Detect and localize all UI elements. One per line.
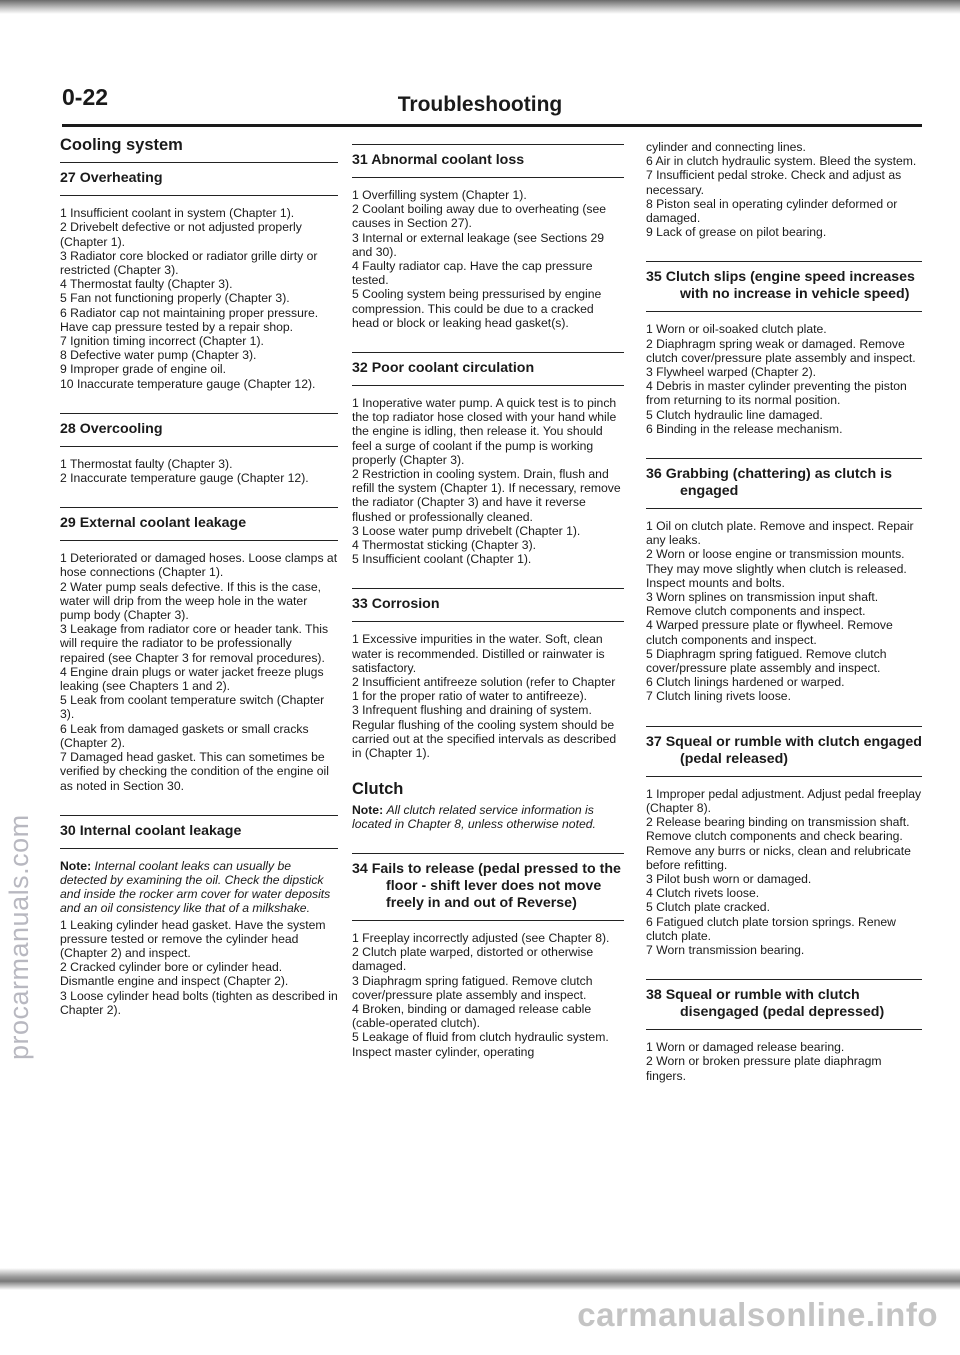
page-title: Troubleshooting xyxy=(397,93,563,116)
section-37-header xyxy=(646,726,922,777)
list-item: 6 Leak from damaged gaskets or small cracks (Chapter 2). xyxy=(60,721,309,750)
list-item: 6 Fatigued clutch plate torsion springs. Renew clutch plate. xyxy=(646,914,896,943)
list-item: 5 Cooling system being pressurised by engine compression. This could be due to a cracked head or block or leaking head gasket(s). xyxy=(352,287,602,330)
list-item: 9 Lack of grease on pilot bearing. xyxy=(646,225,827,240)
list-item: 6 Radiator cap not maintaining proper pressure. Have cap pressure tested by a repair shop. xyxy=(60,305,319,334)
list-item: 6 Air in clutch hydraulic system. Bleed the system. xyxy=(646,154,917,169)
section-30-header xyxy=(60,815,338,849)
list-item: 4 Thermostat sticking (Chapter 3). xyxy=(352,538,537,553)
list-item: 3 Loose water pump drivebelt (Chapter 1). xyxy=(352,523,581,538)
list-item: 1 Freeplay incorrectly adjusted (see Chapter 8). xyxy=(352,930,610,945)
section-heading: 36 Grabbing (chattering) as clutch is engaged xyxy=(646,466,892,500)
list-item: 5 Clutch plate cracked. xyxy=(646,900,770,915)
column-3 xyxy=(646,140,922,1083)
list-item: 5 Insufficient coolant (Chapter 1). xyxy=(352,552,532,567)
chapter-heading-clutch: Clutch xyxy=(352,780,404,799)
section-heading: 29 External coolant leakage xyxy=(60,515,247,532)
list-item: 8 Piston seal in operating cylinder deformed or damaged. xyxy=(646,196,898,226)
list-item: 7 Damaged head gasket. This can sometimes be verified by checking the condition of the engine oil as noted in Section 30. xyxy=(60,750,329,793)
list-item: 1 Excessive impurities in the water. Soft, clean water is recommended. Distilled or rainwater is satisfactory. xyxy=(352,632,605,675)
list-item: 1 Improper pedal adjustment. Adjust pedal freeplay (Chapter 8). xyxy=(646,786,922,815)
list-item: 7 Insufficient pedal stroke. Check and adjust as necessary. xyxy=(646,168,902,197)
list-item: 2 Drivebelt defective or not adjusted properly (Chapter 1). xyxy=(60,220,302,249)
section-heading: 38 Squeal or rumble with clutch disengaged (pedal depressed) xyxy=(646,987,885,1021)
section-37-items xyxy=(646,787,922,957)
section-heading: 35 Clutch slips (engine speed increases with no increase in vehicle speed) xyxy=(646,269,915,303)
list-item: 2 Worn or loose engine or transmission mounts. They may move slightly when clutch is released. Inspect mounts and bolts. xyxy=(646,547,907,590)
page-number: 0-22 xyxy=(62,84,109,110)
section-38-items xyxy=(646,1040,922,1083)
list-item: 1 Inoperative water pump. A quick test is to pinch the top radiator hose closed with your hand while the engine is idling, then release it. You should feel a surge of coolant if the pump is working properly (Chapter 3). xyxy=(352,396,617,467)
section-31-header xyxy=(352,144,624,178)
list-item: 1 Worn or oil-soaked clutch plate. xyxy=(646,322,827,337)
list-item: 5 Leakage of fluid from clutch hydraulic system. Inspect master cylinder, operating xyxy=(352,1030,609,1059)
list-item: 5 Clutch hydraulic line damaged. xyxy=(646,407,823,422)
section-29-items xyxy=(60,551,338,792)
list-item: 7 Worn transmission bearing. xyxy=(646,942,805,957)
list-item: 3 Internal or external leakage (see Sections 29 and 30). xyxy=(352,230,605,259)
list-item: 10 Inaccurate temperature gauge (Chapter 12). xyxy=(60,376,316,391)
column-1 xyxy=(60,138,338,1017)
note-label: Note: xyxy=(352,802,384,817)
section-heading: 27 Overheating xyxy=(60,170,163,187)
list-item: 2 Clutch plate warped, distorted or otherwise damaged. xyxy=(352,945,594,974)
list-item: 4 Broken, binding or damaged release cable (cable-operated clutch). xyxy=(352,1001,592,1031)
section-heading: 28 Overcooling xyxy=(60,420,163,437)
chapter-heading-cooling: Cooling system xyxy=(60,136,183,154)
list-item: 1 Oil on clutch plate. Remove and inspect. Repair any leaks. xyxy=(646,519,914,548)
list-item: 2 Insufficient antifreeze solution (refer to Chapter 1 for the proper ratio of water to antifreeze). xyxy=(352,675,616,704)
list-item: 6 Clutch linings hardened or warped. xyxy=(646,675,845,690)
section-29-header xyxy=(60,507,338,541)
note-text: Internal coolant leaks can usually be detected by examining the oil. Check the dipstick and inside the rocker arm cover for water deposits and an oil consistency like that of a milkshake. xyxy=(60,858,331,916)
section-heading: 31 Abnormal coolant loss xyxy=(352,152,525,168)
section-heading: 33 Corrosion xyxy=(352,596,440,613)
section-34-items xyxy=(352,931,624,1059)
list-item: 1 Worn or damaged release bearing. xyxy=(646,1040,845,1055)
list-item: 4 Debris in master cylinder preventing the piston from returning to its normal position. xyxy=(646,379,907,408)
section-28-items xyxy=(60,457,338,485)
list-item: 3 Diaphragm spring fatigued. Remove clutch cover/pressure plate assembly and inspect. xyxy=(352,973,593,1002)
list-item: 1 Leaking cylinder head gasket. Have the system pressure tested or remove the cylinder head (Chapter 2) and inspect. xyxy=(60,917,326,960)
list-item: 2 Restriction in cooling system. Drain, flush and refill the system (Chapter 1). If necessary, remove the radiator (Chapter 3) and have it reverse flushed or professionally cleaned. xyxy=(352,467,621,524)
list-item: 4 Engine drain plugs or water jacket freeze plugs leaking (see Chapters 1 and 2). xyxy=(60,664,324,694)
section-35-header xyxy=(646,261,922,312)
note-label: Note: xyxy=(60,858,92,873)
watermark-left: procarmanuals.com xyxy=(4,814,34,1060)
list-item: 2 Inaccurate temperature gauge (Chapter 12). xyxy=(60,471,309,486)
list-item: 5 Diaphragm spring fatigued. Remove clutch cover/pressure plate assembly and inspect. xyxy=(646,646,887,676)
list-item: 1 Deteriorated or damaged hoses. Loose clamps at hose connections (Chapter 1). xyxy=(60,551,338,580)
section-heading: 30 Internal coolant leakage xyxy=(60,822,242,839)
list-item: 9 Improper grade of engine oil. xyxy=(60,362,226,377)
list-item: 5 Fan not functioning properly (Chapter 3). xyxy=(60,291,290,306)
section-heading: 32 Poor coolant circulation xyxy=(352,360,535,377)
scan-edge-bottom xyxy=(0,1268,960,1290)
list-item: 3 Radiator core blocked or radiator grille dirty or restricted (Chapter 3). xyxy=(60,248,318,278)
list-item: 7 Ignition timing incorrect (Chapter 1). xyxy=(60,334,264,349)
list-item: 4 Warped pressure plate or flywheel. Remove clutch components and inspect. xyxy=(646,618,893,647)
list-item: 4 Clutch rivets loose. xyxy=(646,886,760,901)
list-item: 2 Coolant boiling away due to overheating (see causes in Section 27). xyxy=(352,202,607,231)
section-30-items xyxy=(60,918,338,1017)
section-heading: 34 Fails to release (pedal pressed to the floor - shift lever does not move freely in and out of Reverse) xyxy=(352,860,621,911)
list-item: 4 Faulty radiator cap. Have the cap pressure tested. xyxy=(352,259,593,288)
list-item: 2 Worn or broken pressure plate diaphragm fingers. xyxy=(646,1054,882,1083)
column-2 xyxy=(352,144,624,1059)
list-item: 3 Flywheel warped (Chapter 2). xyxy=(646,365,817,380)
list-item: 6 Binding in the release mechanism. xyxy=(646,421,843,436)
section-33-items xyxy=(352,632,624,760)
list-item: 3 Pilot bush worn or damaged. xyxy=(646,871,812,886)
list-item: cylinder and connecting lines. xyxy=(646,140,806,154)
list-item: 2 Diaphragm spring weak or damaged. Remove clutch cover/pressure plate assembly and inspect. xyxy=(646,336,916,365)
list-item: 7 Clutch lining rivets loose. xyxy=(646,689,791,704)
header-rule xyxy=(62,124,922,127)
list-item: 8 Defective water pump (Chapter 3). xyxy=(60,348,257,363)
watermark-bottom: carmanualsonline.info xyxy=(577,1296,938,1333)
clutch-note xyxy=(352,803,624,831)
section-31-items xyxy=(352,188,624,330)
list-item: 2 Release bearing binding on transmission shaft. Remove clutch components and check bearing. Remove any burrs or nicks, clean and relubricate before refitting. xyxy=(646,815,911,872)
list-item: 2 Water pump seals defective. If this is the case, water will drip from the weep hole in the water pump body (Chapter 3). xyxy=(60,579,322,623)
section-35-items xyxy=(646,322,922,436)
section-28-header xyxy=(60,413,338,447)
list-item: 2 Cracked cylinder bore or cylinder head. Dismantle engine and inspect (Chapter 2). xyxy=(60,960,289,989)
section-heading: 37 Squeal or rumble with clutch engaged (pedal released) xyxy=(646,733,922,767)
list-item: 1 Overfilling system (Chapter 1). xyxy=(352,188,527,202)
list-item: 3 Loose cylinder head bolts (tighten as described in Chapter 2). xyxy=(60,988,338,1017)
list-item: 3 Leakage from radiator core or header tank. This will require the radiator to be professionally repaired (see Chapter 3 for removal procedures). xyxy=(60,622,329,665)
list-item: 1 Thermostat faulty (Chapter 3). xyxy=(60,456,233,471)
section-34-header xyxy=(352,853,624,921)
section-36-header xyxy=(646,458,922,509)
list-item: 3 Infrequent flushing and draining of system. Regular flushing of the cooling system should be carried out at the specified intervals as described in (Chapter 1). xyxy=(352,703,617,761)
section-27-items xyxy=(60,206,338,391)
section-38-header xyxy=(646,979,922,1030)
scan-edge-top xyxy=(0,0,960,14)
note-text: All clutch related service information is located in Chapter 8, unless otherwise noted. xyxy=(352,802,596,831)
section-27-header xyxy=(60,162,338,196)
section-30-note xyxy=(60,859,338,916)
section-34-continued xyxy=(646,140,922,239)
list-item: 3 Worn splines on transmission input shaft. Remove clutch components and inspect. xyxy=(646,590,879,619)
section-32-header xyxy=(352,352,624,386)
section-33-header xyxy=(352,588,624,622)
list-item: 4 Thermostat faulty (Chapter 3). xyxy=(60,277,233,292)
section-32-items xyxy=(352,396,624,566)
list-item: 5 Leak from coolant temperature switch (Chapter 3). xyxy=(60,693,325,722)
list-item: 1 Insufficient coolant in system (Chapter 1). xyxy=(60,206,295,221)
section-36-items xyxy=(646,519,922,704)
